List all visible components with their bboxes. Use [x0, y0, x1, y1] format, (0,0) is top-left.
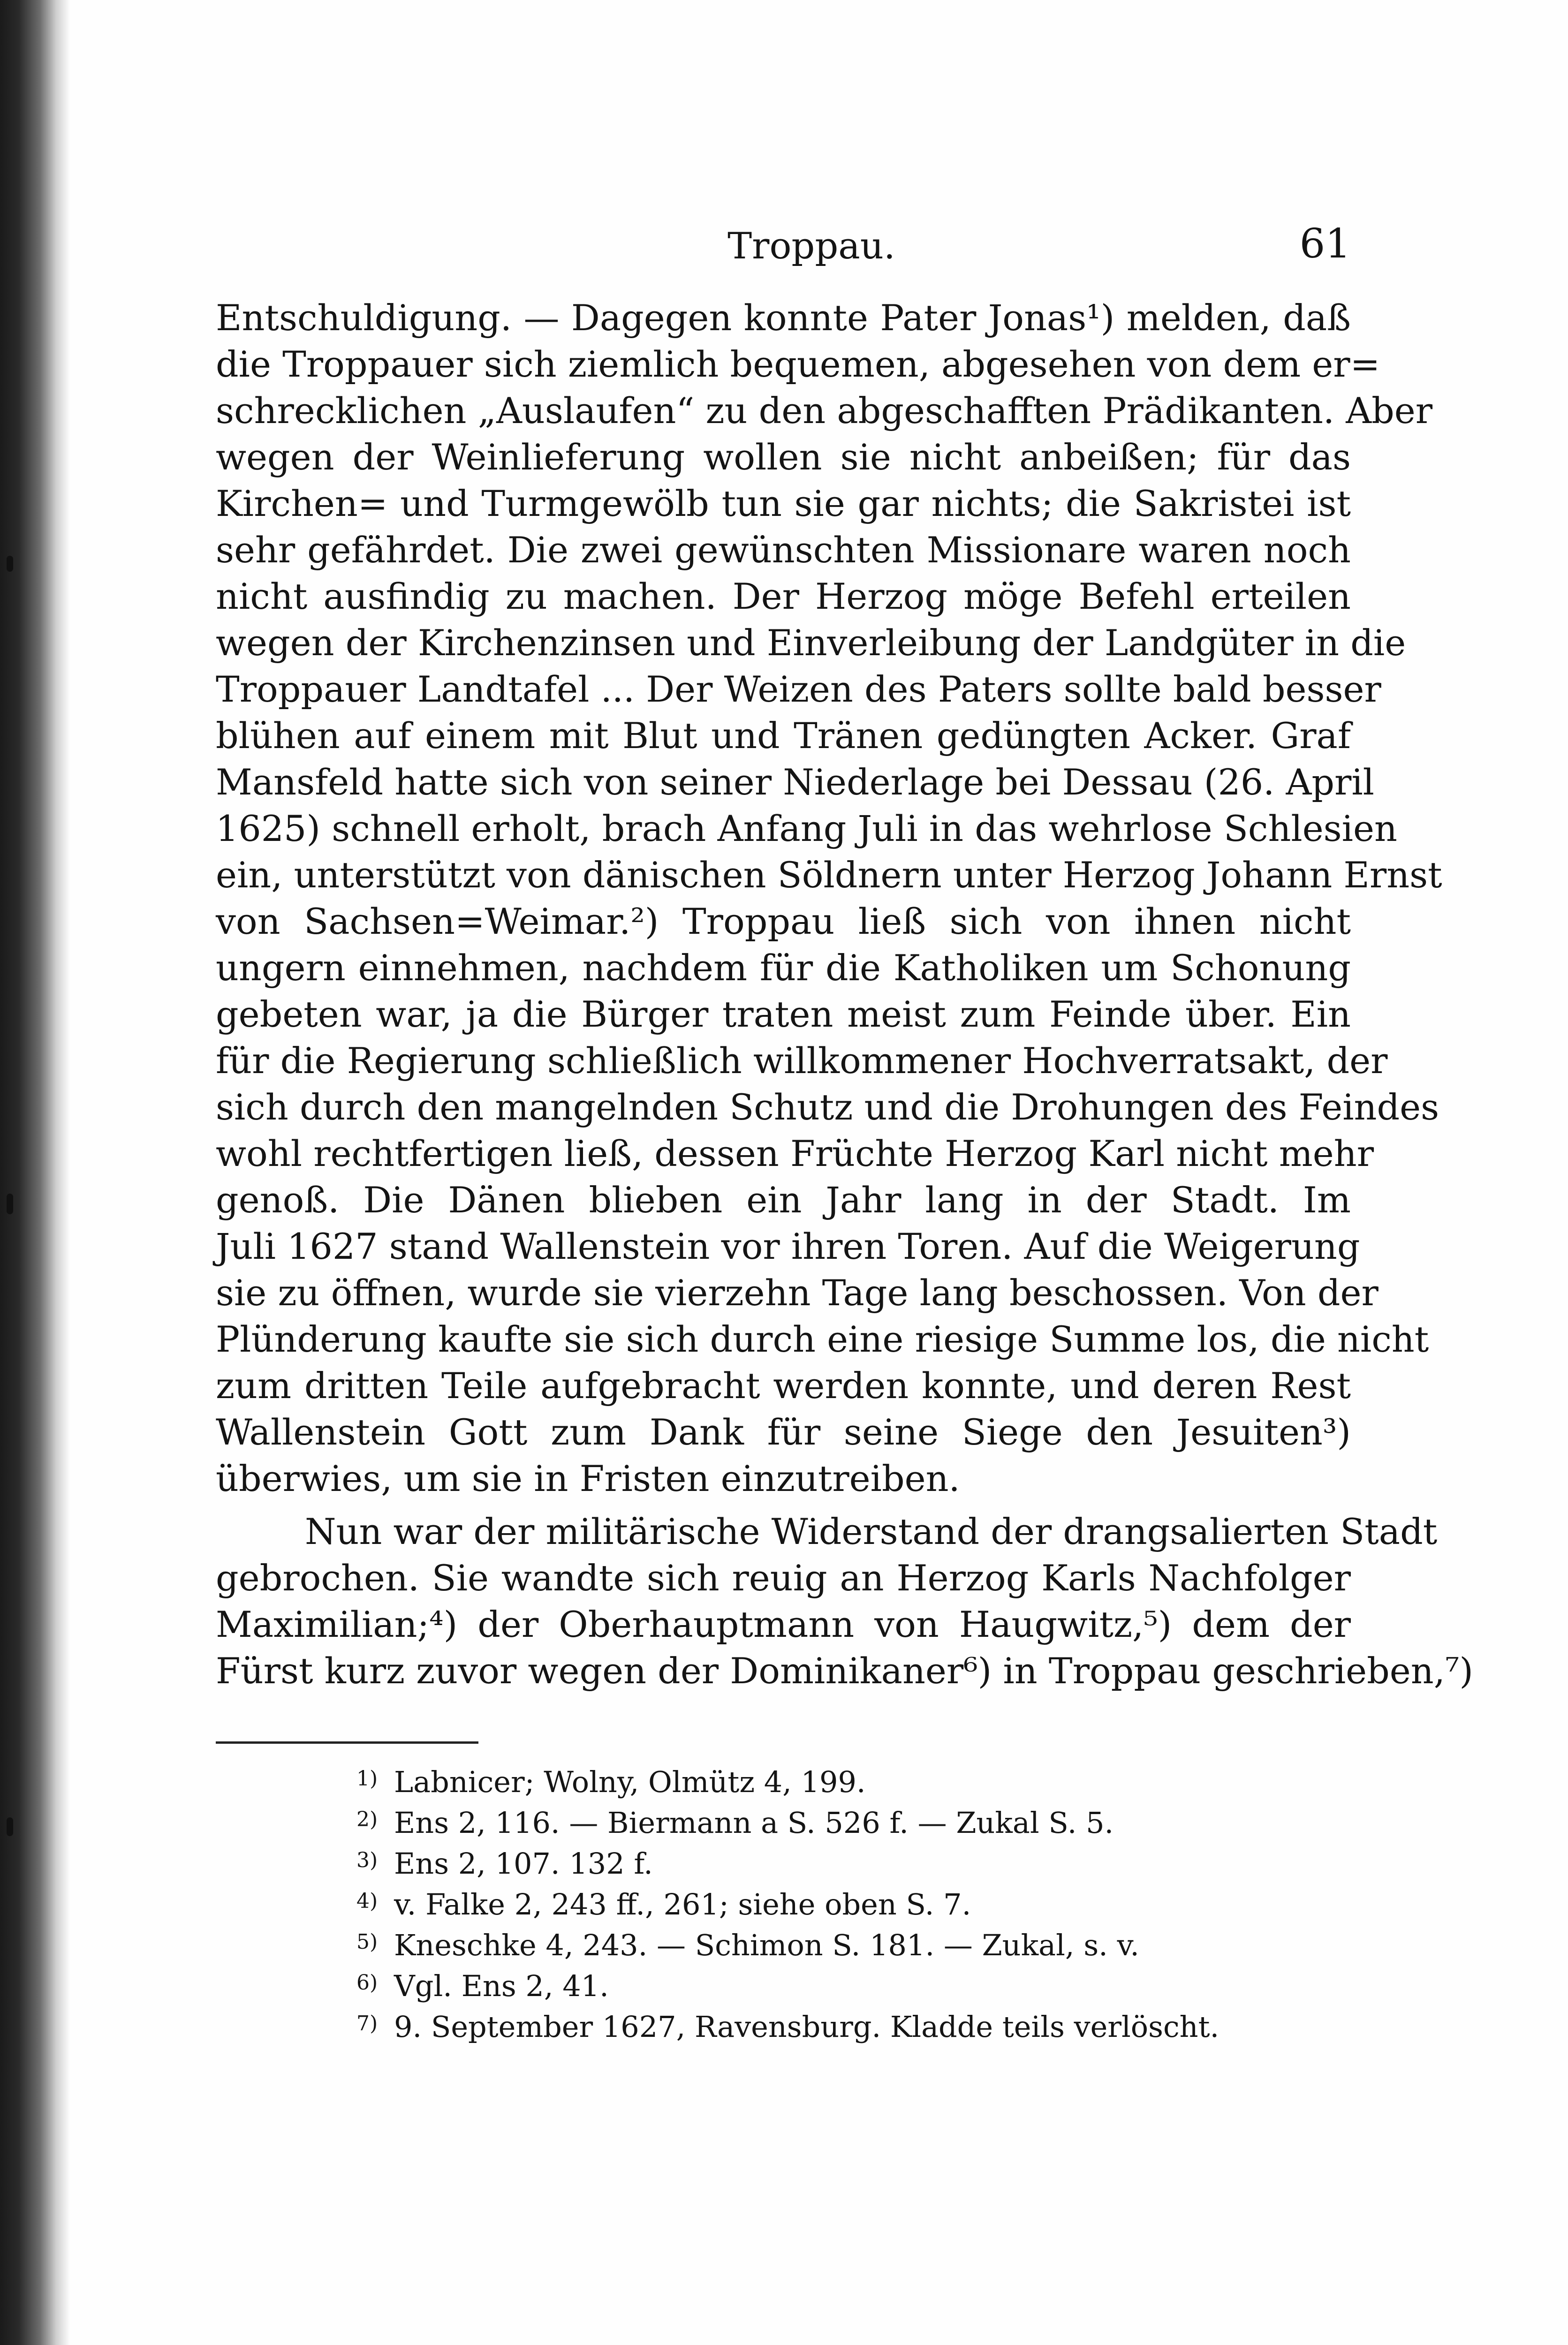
footnote-mark: 6) [356, 1971, 378, 1995]
footnote-text: Ens 2, 116. — Biermann a S. 526 f. — Zukal S. 5. [394, 1806, 1114, 1840]
text-line: Wallenstein Gott zum Dank für seine Siege den Jesuiten³) [216, 1411, 1351, 1453]
paragraph-1 [216, 295, 1442, 1502]
text-line: ein, unterstützt von dänischen Söldnern unter Herzog Johann Ernst [216, 854, 1442, 896]
edge-mark [7, 556, 13, 572]
text-line: gebeten war, ja die Bürger traten meist zum Feinde über. Ein [216, 993, 1351, 1035]
footnote-mark: 5) [356, 1930, 378, 1954]
text-line: ungern einnehmen, nachdem für die Katholiken um Schonung [216, 947, 1351, 989]
footnote-text: 9. September 1627, Ravensburg. Kladde teils verlöscht. [394, 2010, 1220, 2044]
text-line: Mansfeld hatte sich von seiner Niederlage bei Dessau (26. April [216, 761, 1374, 803]
text-line: sie zu öffnen, wurde sie vierzehn Tage lang beschossen. Von der [216, 1272, 1379, 1314]
footnote-mark: 7) [356, 2012, 378, 2035]
footnote-text: Vgl. Ens 2, 41. [394, 1969, 609, 2003]
text-line: Nun war der militärische Widerstand der drangsalierten Stadt [305, 1511, 1438, 1552]
footnote [356, 1967, 1341, 2008]
body-text [216, 295, 1474, 1694]
text-line: Troppauer Landtafel ... Der Weizen des Paters sollte bald besser [216, 668, 1381, 710]
text-line: Juli 1627 stand Wallenstein vor ihren Toren. Auf die Weigerung [216, 1225, 1360, 1267]
text-line: 1625) schnell erholt, brach Anfang Juli in das wehrlose Schlesien [216, 808, 1397, 849]
text-line: Kirchen= und Turmgewölb tun sie gar nichts; die Sakristei ist [216, 483, 1351, 524]
footnote-text: Labnicer; Wolny, Olmütz 4, 199. [394, 1765, 866, 1799]
footnote-text: Ens 2, 107. 132 f. [394, 1846, 653, 1881]
footnote-mark: 4) [356, 1889, 378, 1913]
text-line: sich durch den mangelnden Schutz und die Drohungen des Feindes [216, 1086, 1439, 1128]
text-line: überwies, um sie in Fristen einzutreiben. [216, 1458, 960, 1499]
page-header [70, 220, 1568, 272]
text-line: Plünderung kaufte sie sich durch eine riesige Summe los, die nicht [216, 1318, 1429, 1360]
text-line: wohl rechtfertigen ließ, dessen Früchte Herzog Karl nicht mehr [216, 1133, 1374, 1174]
footnote-mark: 3) [356, 1848, 378, 1872]
text-line: sehr gefährdet. Die zwei gewünschten Missionare waren noch [216, 529, 1351, 571]
text-line: gebrochen. Sie wandte sich reuig an Herzog Karls Nachfolger [216, 1557, 1351, 1599]
footnote [356, 1927, 1341, 1967]
text-line: genoß. Die Dänen blieben ein Jahr lang in der Stadt. Im [216, 1179, 1351, 1221]
footnote-text: v. Falke 2, 243 ff., 261; siehe oben S. 7. [394, 1887, 971, 1921]
text-line: von Sachsen=Weimar.²) Troppau ließ sich von ihnen nicht [216, 900, 1351, 942]
footnote-text: Kneschke 4, 243. — Schimon S. 181. — Zukal, s. v. [394, 1928, 1139, 1962]
text-line: Entschuldigung. — Dagegen konnte Pater Jonas¹) melden, daß [216, 297, 1351, 339]
footnote-mark: 2) [356, 1808, 378, 1831]
text-line: wegen der Kirchenzinsen und Einverleibung der Landgüter in die [216, 622, 1406, 664]
footnote [356, 1845, 1341, 1886]
book-page [70, 0, 1568, 2345]
text-line: nicht ausfindig zu machen. Der Herzog möge Befehl erteilen [216, 575, 1351, 617]
footnote [356, 1886, 1341, 1927]
text-line: Maximilian;⁴) der Oberhauptmann von Haugwitz,⁵) dem der [216, 1604, 1351, 1645]
text-line: blühen auf einem mit Blut und Tränen gedüngten Acker. Graf [216, 715, 1351, 756]
text-line: Fürst kurz zuvor wegen der Dominikaner⁶) in Troppau geschrieben,⁷) [216, 1650, 1474, 1692]
footnote-mark: 1) [356, 1767, 378, 1791]
text-line: schrecklichen „Auslaufen“ zu den abgeschafften Prädikanten. Aber [216, 390, 1433, 431]
text-line: zum dritten Teile aufgebracht werden konnte, und deren Rest [216, 1365, 1351, 1407]
edge-mark [7, 1194, 13, 1214]
running-title: Troppau. [727, 225, 895, 267]
footnotes [356, 1763, 1341, 2049]
paragraph-2 [216, 1508, 1474, 1694]
book-binding-shadow [0, 0, 70, 2345]
page-number: 61 [1299, 220, 1351, 267]
footnote-separator [216, 1741, 478, 1744]
text-line: die Troppauer sich ziemlich bequemen, abgesehen von dem er= [216, 343, 1380, 385]
edge-mark [7, 1817, 13, 1836]
text-line: für die Regierung schließlich willkommener Hochverratsakt, der [216, 1040, 1388, 1082]
footnote [356, 2008, 1341, 2049]
text-line: wegen der Weinlieferung wollen sie nicht anbeißen; für das [216, 436, 1351, 478]
footnote [356, 1763, 1341, 1804]
footnote [356, 1804, 1341, 1845]
